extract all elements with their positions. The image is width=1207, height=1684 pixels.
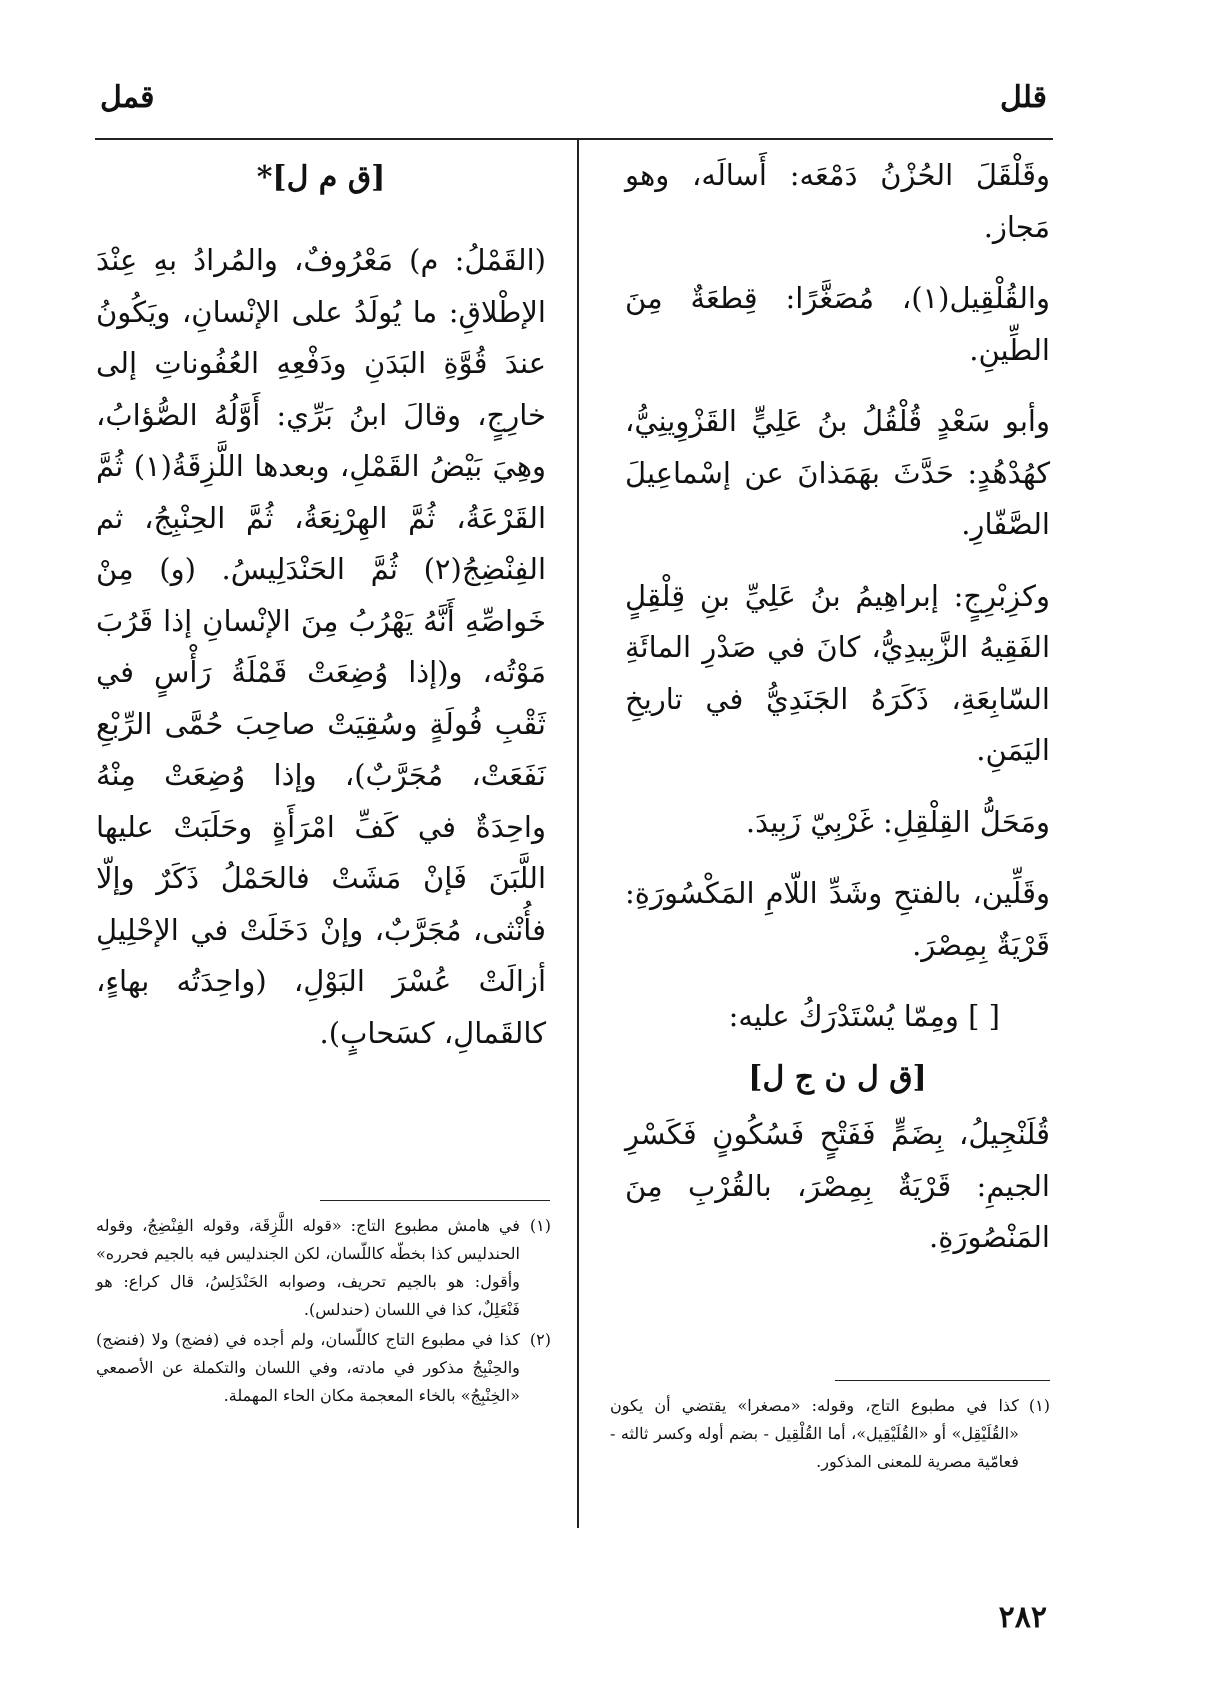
column-divider	[577, 140, 579, 1528]
page-number: ٢٨٢	[998, 1600, 1047, 1635]
footnote-text: كذا في مطبوع التاج كاللّسان، ولم أجده في (فضج) ولا (فنضج) والحِنْبِجُ مذكور في مادته، وفي اللسان والتكملة عن الأصمعي «الخِنْبِجُ» بالخاء المعجمة مكان الحاء المهملة.	[96, 1330, 520, 1405]
mustadrak-line: [ ] ومِمّا يُسْتَدْرَكُ عليه:	[728, 999, 1000, 1033]
running-header-right: قلل	[1000, 80, 1047, 115]
right-paragraph-4: وكزِبْرِجٍ: إبراهِيمُ بنُ عَلِيِّ بنِ قِلْقِلٍ الفَقِيهُ الزَّبِيدِيُّ، كانَ في صَدْرِ المائَةِ السّابِعَةِ، ذَكَرَهُ الجَنَدِيُّ في تاريخِ اليَمَنِ.	[625, 578, 1050, 767]
footnote	[96, 1326, 551, 1410]
footnotes-left	[96, 1212, 551, 1412]
footnote-number: (٢)	[529, 1330, 551, 1349]
right-paragraph-2: والقُلْقِيل(١)، مُصَغَّرًا: قِطعَةٌ مِنَ الطِّينِ.	[625, 281, 1050, 367]
footnote-number: (١)	[1028, 1396, 1050, 1415]
right-paragraph-1: وقَلْقَلَ الحُزْنُ دَمْعَه: أَسالَه، وهو مَجاز.	[625, 158, 1050, 244]
footnote	[96, 1212, 551, 1324]
running-header-left: قمل	[100, 80, 155, 115]
header-rule	[95, 138, 1053, 140]
entry-text-qlnjl: قُلَنْجِيلُ، بِضَمٍّ فَفَتْحٍ فَسُكُونٍ فَكَسْرِ الجيمِ: قَرْيَةٌ بِمِصْرَ، بالقُرْبِ مِنَ المَنْصُورَةِ.	[625, 1117, 1050, 1254]
left-column	[96, 150, 546, 1079]
right-paragraph-6: وقَلِّين، بالفتحِ وشَدِّ اللّامِ المَكْسُورَةِ: قَرْيَةٌ بِمِصْرَ.	[625, 876, 1050, 962]
footnote-text: كذا في مطبوع التاج، وقوله: «مصغرا» يقتضي أن يكون «القُلَيْقِل» أو «القُلَيْقِيل»، أما القُلْقِيل - بضم أوله وكسر ثالثه - فعامّية مصرية للمعنى المذكور.	[610, 1396, 1019, 1471]
footnote-text: في هامش مطبوع التاج: «قوله اللَّزِقَة، وقوله الفِنْضِجُ، وقوله الحندليس كذا بخطّه كاللّسان، لكن الجندليس فيه بالجيم فحرره» وأقول: هو بالجيم تحريف، وصوابه الحَنْدَلِسُ، قال كراع: هو فَنْعَلِلٌ، كذا في اللسان (حندلس).	[96, 1216, 520, 1319]
footnote-rule-right	[835, 1380, 1050, 1381]
footnote-number: (١)	[529, 1216, 551, 1235]
right-column	[625, 150, 1050, 1284]
entry-title-qlnjl: [ق ل ن ج ل]	[748, 1060, 927, 1095]
footnotes-right	[610, 1392, 1050, 1478]
entry-title-qml: [ق م ل]*	[256, 160, 386, 195]
right-paragraph-3: وأبو سَعْدٍ قُلْقُلُ بنُ عَلِيٍّ القَزْوِينِيُّ، كهُدْهُدٍ: حَدَّثَ بهَمَذانَ عن إسْماعِيلَ الصَّفّارِ.	[625, 404, 1050, 541]
entry-text-qml: (القَمْلُ: م) مَعْرُوفٌ، والمُرادُ بهِ عِنْدَ الإطْلاقِ: ما يُولَدُ على الإنْسانِ، ويَكُونُ عندَ قُوَّةِ البَدَنِ ودَفْعِهِ العُفُوناتِ إلى خارِجٍ، وقالَ ابنُ بَرِّي: أَوَّلُهُ الصُّؤابُ، وهِيَ بَيْضُ القَمْلِ، وبعدها اللَّزِقَةُ(١) ثُمَّ القَرْعَةُ، ثُمَّ الهِرْنِعَةُ، ثُمَّ الحِنْبِجُ، ثم الفِنْضِجُ(٢) ثُمَّ الحَنْدَلِيسُ. (و) مِنْ خَواصِّهِ أَنَّهُ يَهْرُبُ مِنَ الإنْسانِ إذا قَرُبَ مَوْتُه، و(إذا وُضِعَتْ قَمْلَةُ رَأْسٍ في ثَقْبِ فُولَةٍ وسُقِيَتْ صاحِبَ حُمَّى الرِّبْعِ نَفَعَتْ، مُجَرَّبٌ)، وإذا وُضِعَتْ مِنْهُ واحِدَةٌ في كَفِّ امْرَأَةٍ وحَلَبَتْ عليها اللَّبَنَ فَإنْ مَشَتْ فالحَمْلُ ذَكَرٌ وإلّا فأُنْثى، مُجَرَّبٌ، وإنْ دَخَلَتْ في الإحْلِيلِ أزالَتْ عُسْرَ البَوْلِ، (واحِدَتُه بهاءٍ، كالقَمالِ، كسَحابٍ).	[96, 243, 546, 1050]
footnote	[610, 1392, 1050, 1476]
right-paragraph-5: ومَحَلُّ القِلْقِلِ: غَرْبِيّ زَبِيدَ.	[745, 804, 1050, 839]
footnote-rule-left	[320, 1200, 550, 1201]
